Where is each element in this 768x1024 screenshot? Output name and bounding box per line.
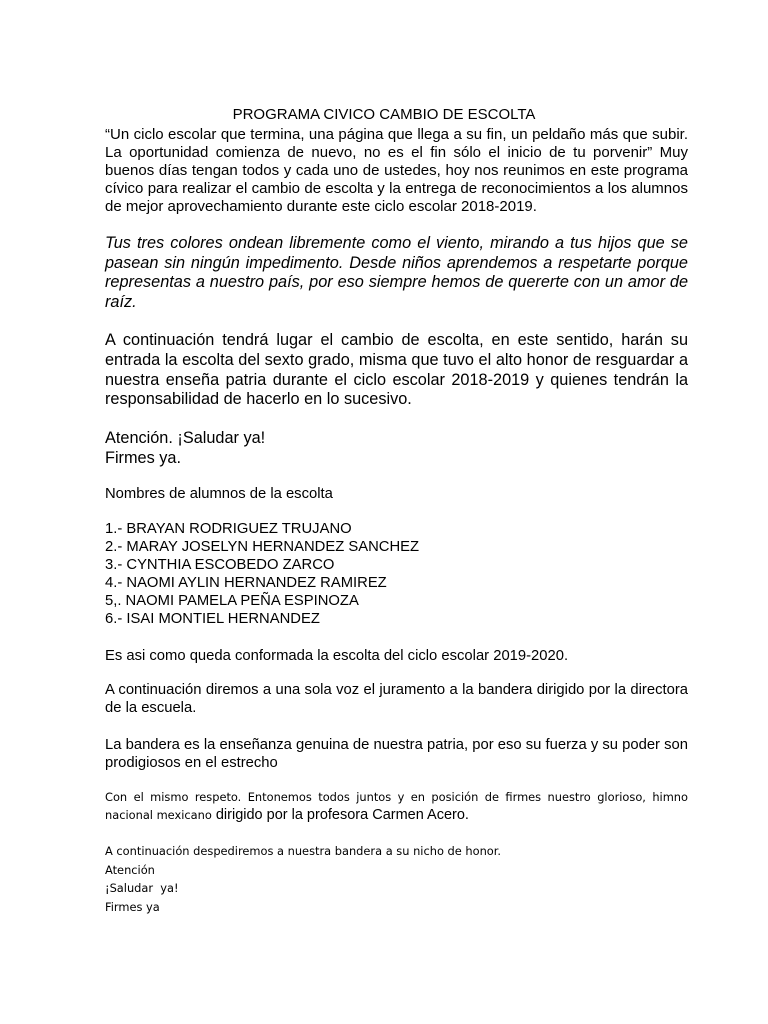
anthem-tail: dirigido por la profesora Carmen Acero. (211, 807, 469, 823)
farewell-line: Firmes ya (105, 899, 160, 914)
intro-quote: “Un ciclo escolar que termina, una página que llega a su fin, un peldaño más que subir. La oportunidad comienza de nuevo, no es el fin sólo el inicio de tu porvenir” (105, 126, 688, 161)
escort-change-paragraph: A continuación tendrá lugar el cambio de escolta, en este sentido, harán su entrada la escolta del sexto grado, misma que tuvo el alto honor de resguardar a nuestra enseña patria durante el ciclo escolar 2018-2019 y quienes tendrán la responsabilidad de hacerlo en lo sucesivo. (105, 331, 688, 409)
command-line: Firmes ya. (105, 448, 181, 467)
flag-oath: La bandera es la enseñanza genuina de nuestra patria, por eso su fuerza y su poder son prodigiosos en el estrecho (105, 737, 688, 771)
oath-intro: A continuación diremos a una sola voz el juramento a la bandera dirigido por la directora de la escuela. (105, 682, 688, 716)
flag-poem: Tus tres colores ondean libremente como el viento, mirando a tus hijos que se pasean sin ningún impedimento. Desde niños aprendemos a respetarte porque representas a nuestro país, por eso siempre hemos de quererte con un amor de raíz. (105, 234, 688, 311)
anthem-lead: Con el mismo respeto. Entonemos todos juntos y en posición de firmes nuestro glorioso, himno nacional mexicano (105, 790, 688, 822)
student-list-item: 3.- CYNTHIA ESCOBEDO ZARCO (105, 557, 335, 573)
farewell-line: Atención (105, 862, 155, 877)
farewell-line: ¡Saludar ya! (105, 881, 179, 895)
student-list-item: 4.- NAOMI AYLIN HERNANDEZ RAMIREZ (105, 575, 387, 591)
student-list-item: 2.- MARAY JOSELYN HERNANDEZ SANCHEZ (105, 539, 420, 555)
student-list-item: 6.- ISAI MONTIEL HERNANDEZ (105, 611, 320, 627)
intro-paragraph (105, 126, 688, 216)
command-line: Atención. ¡Saludar ya! (105, 429, 266, 447)
farewell-block (105, 842, 688, 916)
intro-welcome: Muy buenos días tengan todos y cada uno de ustedes, hoy nos reunimos en este programa cívico para realizar el cambio de escolta y la entrega de reconocimientos a los alumnos de mejor aprovechamiento durante este ciclo escolar 2018-2019. (105, 144, 688, 215)
escort-conformed: Es asi como queda conformada la escolta del ciclo escolar 2019-2020. (105, 648, 569, 664)
command-block (105, 429, 688, 469)
student-list-item: 1.- BRAYAN RODRIGUEZ TRUJANO (105, 521, 352, 537)
anthem-paragraph (105, 788, 688, 824)
document-title: PROGRAMA CIVICO CAMBIO DE ESCOLTA (232, 106, 536, 123)
farewell-line: A continuación despediremos a nuestra bandera a su nicho de honor. (105, 844, 502, 858)
student-list (105, 520, 688, 628)
student-list-item: 5,. NAOMI PAMELA PEÑA ESPINOZA (105, 593, 359, 609)
students-heading: Nombres de alumnos de la escolta (105, 486, 333, 502)
